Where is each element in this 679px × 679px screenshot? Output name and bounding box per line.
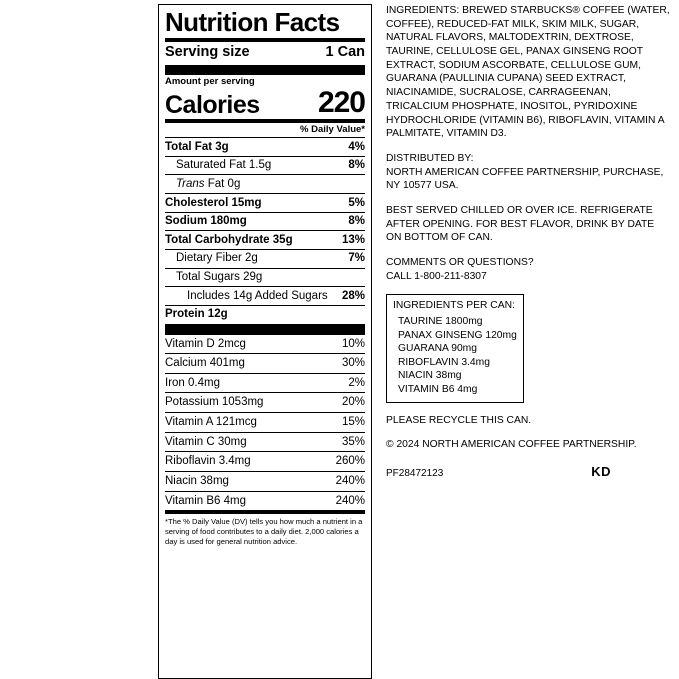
nutrition-facts-panel xyxy=(158,4,372,679)
nutrient-row xyxy=(165,175,365,193)
nutrient-daily-value: 7% xyxy=(348,252,365,265)
list-item: VITAMIN B6 4mg xyxy=(398,383,478,395)
page-title: Nutrition Facts xyxy=(165,7,340,37)
nutrient-row xyxy=(165,194,365,212)
nutrient-daily-value: 8% xyxy=(348,215,365,228)
serving-size-label: Serving size xyxy=(165,44,250,61)
nutrient-row xyxy=(165,138,365,156)
list-item: NIACIN 38mg xyxy=(398,370,462,382)
vitamin-label: Calcium 401mg xyxy=(165,357,245,370)
list-item: TAURINE 1800mg xyxy=(398,316,483,328)
nutrient-label: Includes 14g Added Sugars xyxy=(187,289,328,302)
nutrient-row xyxy=(165,287,365,305)
list-item: PANAX GINSENG 120mg xyxy=(398,329,517,341)
nutrient-label: Protein 12g xyxy=(165,308,228,321)
vitamin-row xyxy=(165,452,365,471)
serving-size-row xyxy=(165,42,365,65)
vitamin-label: Riboflavin 3.4mg xyxy=(165,455,251,468)
vitamin-daily-value: 240% xyxy=(335,475,365,487)
nutrient-daily-value: 28% xyxy=(341,289,365,302)
label-text-column xyxy=(386,4,671,679)
vitamin-daily-value: 2% xyxy=(348,376,365,389)
nutrient-row xyxy=(165,250,365,268)
ingredients-paragraph: INGREDIENTS: BREWED STARBUCKS® COFFEE (WATER, COFFEE), REDUCED-FAT MILK, SKIM MILK, SUGAR, NATURAL FLAVORS, MALTODEXTRIN, DEXTROSE, TAURINE, CELLULOSE GEL, PANAX GINSENG ROOT EXTRACT, SODIUM ASCORBATE, CELLULOSE GUM, GUARANA (PAULLINIA CUPANA) SEED EXTRACT, NIACINAMIDE, SUCRALOSE, CARRAGEENAN, TRICALCIUM PHOSPHATE, INOSITOL, PYRIDOXINE HYDROCHLORIDE (VITAMIN B6), RIBOFLAVIN, VITAMIN A PALMITATE, VITAMIN D3. xyxy=(386,5,670,140)
nutrient-daily-value: 5% xyxy=(348,196,365,209)
nutrient-row xyxy=(165,213,365,231)
vitamin-label: Vitamin A 121mcg xyxy=(165,416,257,429)
nutrient-label: Cholesterol 15mg xyxy=(165,196,262,209)
daily-value-header: % Daily Value* xyxy=(300,123,365,135)
comments-heading: COMMENTS OR QUESTIONS? xyxy=(386,257,534,268)
vitamin-daily-value: 30% xyxy=(341,357,365,370)
nutrient-label: Dietary Fiber 2g xyxy=(176,252,258,265)
distributed-by-heading: DISTRIBUTED BY: xyxy=(386,152,474,164)
vitamin-label: Vitamin C 30mg xyxy=(165,435,247,448)
calories-row xyxy=(165,85,365,119)
daily-value-footnote: *The % Daily Value (DV) tells you how much a nutrient in a serving of food contributes to a daily diet. 2,000 calories a day is used for general nutrition advice. xyxy=(165,517,363,546)
divider xyxy=(165,325,365,335)
vitamin-label: Niacin 38mg xyxy=(165,475,229,487)
nutrient-daily-value: 13% xyxy=(341,233,365,246)
distributed-by-block xyxy=(386,152,671,193)
nutrient-row xyxy=(165,269,365,287)
vitamin-row xyxy=(165,413,365,432)
ingredients-per-can-heading: INGREDIENTS PER CAN: xyxy=(393,300,515,312)
serving-size-value: 1 Can xyxy=(325,44,365,61)
nutrient-label: Saturated Fat 1.5g xyxy=(176,159,272,172)
vitamin-row xyxy=(165,393,365,412)
serving-advice: BEST SERVED CHILLED OR OVER ICE. REFRIGERATE AFTER OPENING. FOR BEST FLAVOR, DRINK BY DATE ON BOTTOM OF CAN. xyxy=(386,204,655,244)
vitamin-daily-value: 10% xyxy=(341,337,365,350)
nutrient-rows xyxy=(165,138,365,324)
vitamin-daily-value: 240% xyxy=(335,494,365,507)
ingredients-per-can-box xyxy=(386,294,524,402)
nutrient-label: Total Sugars 29g xyxy=(176,271,263,284)
copyright-note: © 2024 NORTH AMERICAN COFFEE PARTNERSHIP. xyxy=(386,439,637,451)
vitamin-daily-value: 15% xyxy=(341,416,365,429)
vitamin-row xyxy=(165,374,365,393)
vitamin-row xyxy=(165,472,365,491)
comments-phone: CALL 1-800-211-8307 xyxy=(386,270,487,282)
nutrient-daily-value: 4% xyxy=(348,140,365,153)
nutrient-row xyxy=(165,306,365,324)
vitamin-label: Potassium 1053mg xyxy=(165,396,264,409)
nutrient-daily-value: 8% xyxy=(348,159,365,172)
calories-label: Calories xyxy=(165,90,260,119)
amount-per-serving-label: Amount per serving xyxy=(165,76,255,88)
vitamin-label: Vitamin B6 4mg xyxy=(165,494,246,507)
vitamin-row xyxy=(165,335,365,354)
vitamin-label: Iron 0.4mg xyxy=(165,376,220,389)
vitamin-daily-value: 260% xyxy=(335,455,365,468)
lot-code: PF28472123 xyxy=(386,467,444,479)
nutrient-label: Total Fat 3g xyxy=(165,140,229,153)
footer-row xyxy=(386,463,671,480)
vitamin-rows xyxy=(165,335,365,511)
nutrient-label: Sodium 180mg xyxy=(165,215,247,228)
ingredients-per-can-list xyxy=(393,315,517,396)
nutrient-label: Trans Fat 0g xyxy=(176,177,241,190)
calories-value: 220 xyxy=(317,85,365,119)
comments-block xyxy=(386,256,671,283)
list-item: GUARANA 90mg xyxy=(398,343,477,355)
divider xyxy=(165,65,365,75)
list-item: RIBOFLAVIN 3.4mg xyxy=(398,356,490,368)
nutrient-label: Total Carbohydrate 35g xyxy=(165,233,293,246)
nutrient-row xyxy=(165,157,365,175)
recycle-note: PLEASE RECYCLE THIS CAN. xyxy=(386,414,532,426)
vitamin-row xyxy=(165,492,365,511)
vitamin-label: Vitamin D 2mcg xyxy=(165,337,246,350)
nutrient-row xyxy=(165,231,365,249)
mark-kd: KD xyxy=(591,463,611,479)
vitamin-daily-value: 35% xyxy=(341,435,365,448)
distributed-by-address: NORTH AMERICAN COFFEE PARTNERSHIP, PURCHASE, NY 10577 USA. xyxy=(386,166,664,192)
vitamin-row xyxy=(165,433,365,452)
vitamin-daily-value: 20% xyxy=(341,396,365,409)
vitamin-row xyxy=(165,354,365,373)
